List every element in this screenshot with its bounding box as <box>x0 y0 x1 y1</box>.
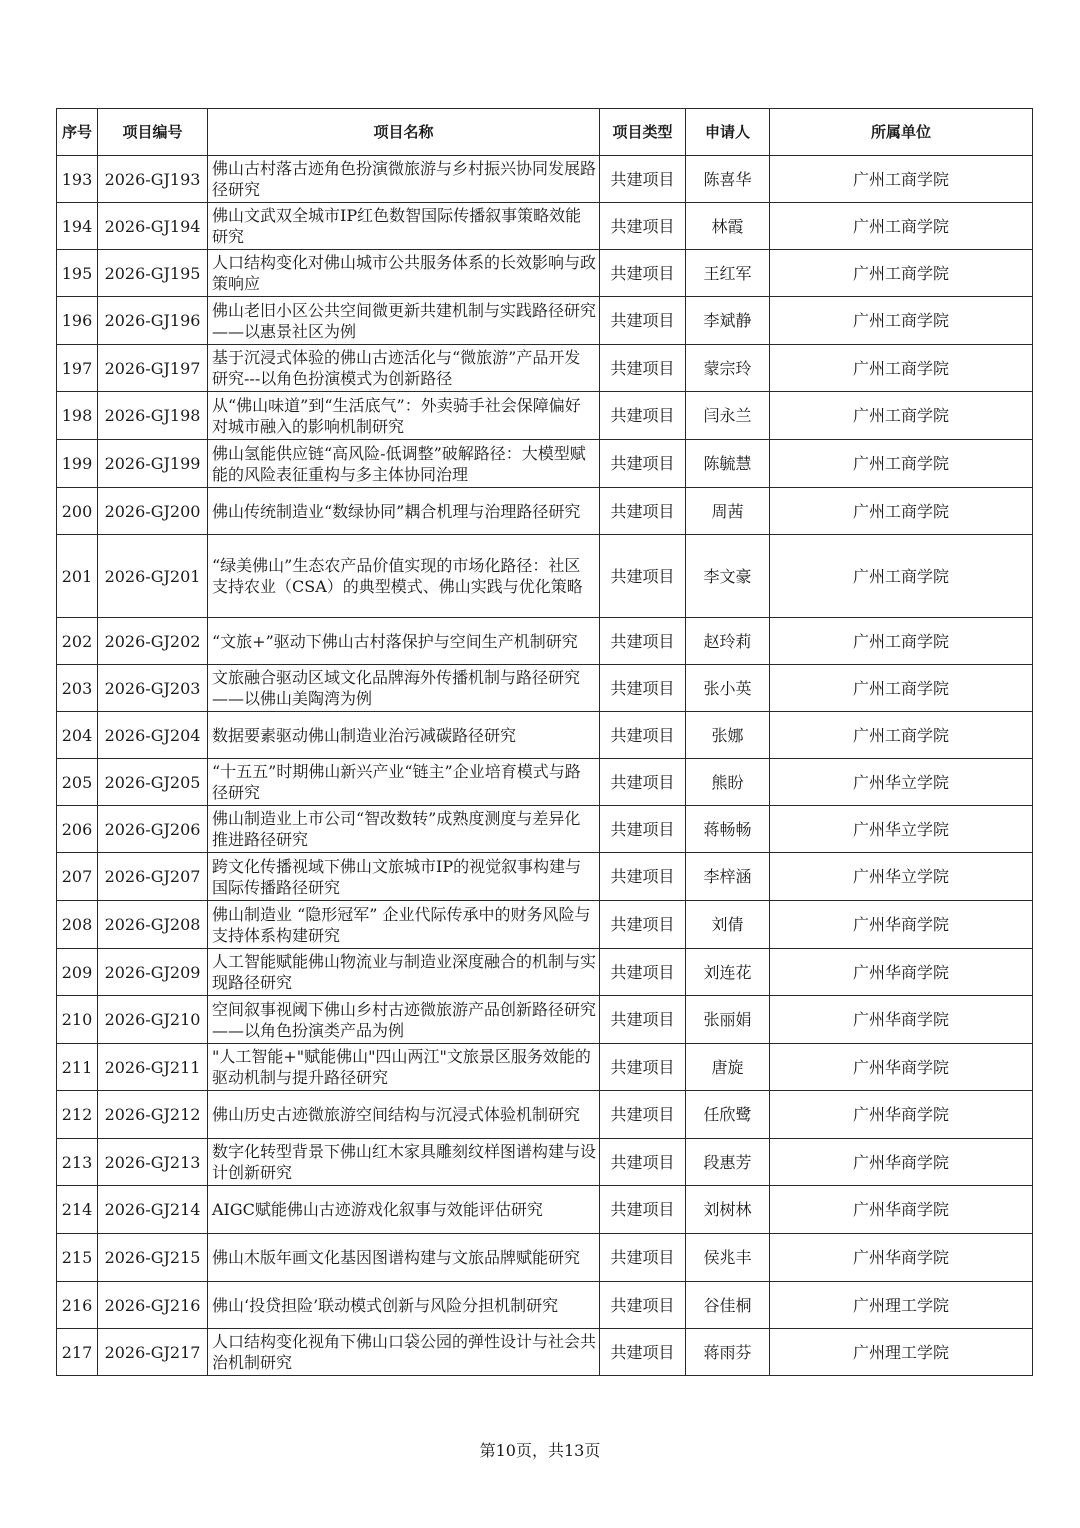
cell-serial: 200 <box>57 488 98 535</box>
table-row <box>57 535 1033 618</box>
table-row <box>57 853 1033 901</box>
cell-serial: 206 <box>57 806 98 853</box>
table-row <box>57 156 1033 203</box>
cell-project-name: 佛山制造业上市公司“智改数转”成熟度测度与差异化推进路径研究 <box>208 806 600 853</box>
table-row <box>57 712 1033 759</box>
cell-project-type: 共建项目 <box>600 203 686 250</box>
table-header-row <box>57 109 1033 156</box>
cell-serial: 195 <box>57 250 98 297</box>
cell-project-code: 2026-GJ216 <box>98 1282 208 1329</box>
cell-project-name: 数据要素驱动佛山制造业治污减碳路径研究 <box>208 712 600 759</box>
cell-unit: 广州工商学院 <box>770 392 1033 440</box>
cell-project-name: 人口结构变化视角下佛山口袋公园的弹性设计与社会共治机制研究 <box>208 1329 600 1376</box>
cell-serial: 215 <box>57 1234 98 1282</box>
cell-applicant: 李梓涵 <box>686 853 770 901</box>
cell-unit: 广州工商学院 <box>770 712 1033 759</box>
cell-unit: 广州工商学院 <box>770 535 1033 618</box>
cell-unit: 广州华商学院 <box>770 1186 1033 1234</box>
cell-applicant: 蒙宗玲 <box>686 345 770 392</box>
cell-project-type: 共建项目 <box>600 759 686 806</box>
cell-applicant: 李斌静 <box>686 297 770 345</box>
table-row <box>57 440 1033 488</box>
cell-project-type: 共建项目 <box>600 1091 686 1139</box>
cell-project-code: 2026-GJ207 <box>98 853 208 901</box>
cell-project-code: 2026-GJ200 <box>98 488 208 535</box>
cell-unit: 广州工商学院 <box>770 203 1033 250</box>
cell-applicant: 张小英 <box>686 665 770 712</box>
cell-serial: 193 <box>57 156 98 203</box>
cell-project-name: 文旅融合驱动区域文化品牌海外传播机制与路径研究——以佛山美陶湾为例 <box>208 665 600 712</box>
cell-project-name: 数字化转型背景下佛山红木家具雕刻纹样图谱构建与设计创新研究 <box>208 1139 600 1186</box>
cell-project-type: 共建项目 <box>600 996 686 1044</box>
cell-serial: 198 <box>57 392 98 440</box>
header-applicant: 申请人 <box>686 109 770 156</box>
cell-project-name: 人口结构变化对佛山城市公共服务体系的长效影响与政策响应 <box>208 250 600 297</box>
cell-project-code: 2026-GJ199 <box>98 440 208 488</box>
project-table <box>56 108 1033 1376</box>
cell-unit: 广州工商学院 <box>770 250 1033 297</box>
table-row <box>57 949 1033 996</box>
table-body <box>57 156 1033 1376</box>
cell-project-code: 2026-GJ203 <box>98 665 208 712</box>
cell-unit: 广州华立学院 <box>770 853 1033 901</box>
cell-serial: 211 <box>57 1044 98 1091</box>
cell-project-name: 佛山传统制造业“数绿协同”耦合机理与治理路径研究 <box>208 488 600 535</box>
cell-serial: 207 <box>57 853 98 901</box>
header-project-type: 项目类型 <box>600 109 686 156</box>
table-row <box>57 297 1033 345</box>
table-row <box>57 806 1033 853</box>
cell-unit: 广州工商学院 <box>770 488 1033 535</box>
cell-project-name: 佛山历史古迹微旅游空间结构与沉浸式体验机制研究 <box>208 1091 600 1139</box>
cell-project-name: 从“佛山味道”到“生活底气”：外卖骑手社会保障偏好对城市融入的影响机制研究 <box>208 392 600 440</box>
cell-applicant: 谷佳桐 <box>686 1282 770 1329</box>
cell-unit: 广州华商学院 <box>770 1234 1033 1282</box>
cell-applicant: 周茜 <box>686 488 770 535</box>
cell-serial: 217 <box>57 1329 98 1376</box>
cell-applicant: 赵玲莉 <box>686 618 770 665</box>
cell-serial: 209 <box>57 949 98 996</box>
cell-project-code: 2026-GJ214 <box>98 1186 208 1234</box>
cell-project-name: 基于沉浸式体验的佛山古迹活化与“微旅游”产品开发研究---以角色扮演模式为创新路径 <box>208 345 600 392</box>
cell-project-type: 共建项目 <box>600 618 686 665</box>
table-row <box>57 901 1033 949</box>
cell-project-code: 2026-GJ196 <box>98 297 208 345</box>
cell-project-type: 共建项目 <box>600 250 686 297</box>
cell-project-type: 共建项目 <box>600 1329 686 1376</box>
cell-project-code: 2026-GJ209 <box>98 949 208 996</box>
table-row <box>57 1091 1033 1139</box>
cell-project-name: 佛山文武双全城市IP红色数智国际传播叙事策略效能研究 <box>208 203 600 250</box>
table-row <box>57 618 1033 665</box>
table-row <box>57 1186 1033 1234</box>
cell-serial: 202 <box>57 618 98 665</box>
cell-applicant: 段惠芳 <box>686 1139 770 1186</box>
cell-project-type: 共建项目 <box>600 488 686 535</box>
cell-serial: 213 <box>57 1139 98 1186</box>
cell-applicant: 王红军 <box>686 250 770 297</box>
cell-project-type: 共建项目 <box>600 1044 686 1091</box>
table-row <box>57 203 1033 250</box>
table-row <box>57 392 1033 440</box>
cell-serial: 212 <box>57 1091 98 1139</box>
cell-project-name: 佛山木版年画文化基因图谱构建与文旅品牌赋能研究 <box>208 1234 600 1282</box>
cell-project-type: 共建项目 <box>600 806 686 853</box>
cell-applicant: 蒋畅畅 <box>686 806 770 853</box>
cell-applicant: 闫永兰 <box>686 392 770 440</box>
cell-project-code: 2026-GJ195 <box>98 250 208 297</box>
cell-project-type: 共建项目 <box>600 1139 686 1186</box>
cell-project-code: 2026-GJ204 <box>98 712 208 759</box>
cell-serial: 205 <box>57 759 98 806</box>
table-row <box>57 250 1033 297</box>
cell-serial: 204 <box>57 712 98 759</box>
cell-applicant: 陈喜华 <box>686 156 770 203</box>
cell-project-type: 共建项目 <box>600 1234 686 1282</box>
cell-project-name: 空间叙事视阈下佛山乡村古迹微旅游产品创新路径研究——以角色扮演类产品为例 <box>208 996 600 1044</box>
cell-applicant: 陈毓慧 <box>686 440 770 488</box>
table-row <box>57 1329 1033 1376</box>
cell-applicant: 任欣鹭 <box>686 1091 770 1139</box>
cell-project-name: “绿美佛山”生态农产品价值实现的市场化路径：社区支持农业（CSA）的典型模式、佛山实践与优化策略 <box>208 535 600 618</box>
cell-project-name: “文旅+”驱动下佛山古村落保护与空间生产机制研究 <box>208 618 600 665</box>
cell-serial: 201 <box>57 535 98 618</box>
cell-applicant: 刘倩 <box>686 901 770 949</box>
cell-serial: 196 <box>57 297 98 345</box>
cell-unit: 广州华商学院 <box>770 1091 1033 1139</box>
cell-project-code: 2026-GJ212 <box>98 1091 208 1139</box>
cell-project-type: 共建项目 <box>600 901 686 949</box>
cell-applicant: 侯兆丰 <box>686 1234 770 1282</box>
cell-project-name: 佛山‘投贷担险’联动模式创新与风险分担机制研究 <box>208 1282 600 1329</box>
table-row <box>57 1282 1033 1329</box>
cell-unit: 广州工商学院 <box>770 665 1033 712</box>
cell-project-type: 共建项目 <box>600 440 686 488</box>
cell-project-type: 共建项目 <box>600 853 686 901</box>
cell-project-code: 2026-GJ202 <box>98 618 208 665</box>
cell-project-code: 2026-GJ215 <box>98 1234 208 1282</box>
cell-project-name: 佛山氢能供应链“高风险-低调整”破解路径：大模型赋能的风险表征重构与多主体协同治理 <box>208 440 600 488</box>
cell-project-name: 跨文化传播视域下佛山文旅城市IP的视觉叙事构建与国际传播路径研究 <box>208 853 600 901</box>
cell-applicant: 刘树林 <box>686 1186 770 1234</box>
cell-project-type: 共建项目 <box>600 297 686 345</box>
cell-project-code: 2026-GJ208 <box>98 901 208 949</box>
cell-applicant: 李文豪 <box>686 535 770 618</box>
cell-applicant: 张娜 <box>686 712 770 759</box>
header-project-name: 项目名称 <box>208 109 600 156</box>
table-row <box>57 665 1033 712</box>
cell-project-type: 共建项目 <box>600 1186 686 1234</box>
cell-unit: 广州华商学院 <box>770 1044 1033 1091</box>
cell-project-name: “十五五”时期佛山新兴产业“链主”企业培育模式与路径研究 <box>208 759 600 806</box>
cell-project-code: 2026-GJ197 <box>98 345 208 392</box>
cell-project-type: 共建项目 <box>600 535 686 618</box>
table-row <box>57 759 1033 806</box>
cell-unit: 广州华立学院 <box>770 759 1033 806</box>
page-number: 第10页，共13页 <box>479 1441 601 1460</box>
cell-serial: 194 <box>57 203 98 250</box>
table-row <box>57 345 1033 392</box>
cell-project-code: 2026-GJ206 <box>98 806 208 853</box>
cell-applicant: 熊盼 <box>686 759 770 806</box>
cell-unit: 广州工商学院 <box>770 440 1033 488</box>
cell-applicant: 蒋雨芬 <box>686 1329 770 1376</box>
cell-unit: 广州华商学院 <box>770 1139 1033 1186</box>
cell-project-name: 佛山老旧小区公共空间微更新共建机制与实践路径研究——以惠景社区为例 <box>208 297 600 345</box>
cell-serial: 208 <box>57 901 98 949</box>
cell-serial: 203 <box>57 665 98 712</box>
cell-unit: 广州华商学院 <box>770 996 1033 1044</box>
cell-unit: 广州华立学院 <box>770 806 1033 853</box>
cell-project-type: 共建项目 <box>600 345 686 392</box>
header-project-code: 项目编号 <box>98 109 208 156</box>
cell-applicant: 张丽娟 <box>686 996 770 1044</box>
cell-project-code: 2026-GJ210 <box>98 996 208 1044</box>
cell-serial: 197 <box>57 345 98 392</box>
cell-project-name: 佛山古村落古迹角色扮演微旅游与乡村振兴协同发展路径研究 <box>208 156 600 203</box>
cell-project-code: 2026-GJ213 <box>98 1139 208 1186</box>
cell-project-type: 共建项目 <box>600 665 686 712</box>
cell-unit: 广州华商学院 <box>770 949 1033 996</box>
table-row <box>57 1139 1033 1186</box>
table-row <box>57 1044 1033 1091</box>
table-row <box>57 996 1033 1044</box>
cell-serial: 199 <box>57 440 98 488</box>
cell-project-name: AIGC赋能佛山古迹游戏化叙事与效能评估研究 <box>208 1186 600 1234</box>
cell-project-code: 2026-GJ205 <box>98 759 208 806</box>
cell-project-code: 2026-GJ193 <box>98 156 208 203</box>
cell-project-code: 2026-GJ194 <box>98 203 208 250</box>
cell-project-name: 佛山制造业 “隐形冠军” 企业代际传承中的财务风险与支持体系构建研究 <box>208 901 600 949</box>
cell-project-name: "人工智能+"赋能佛山"四山两江"文旅景区服务效能的驱动机制与提升路径研究 <box>208 1044 600 1091</box>
cell-unit: 广州理工学院 <box>770 1282 1033 1329</box>
table-row <box>57 488 1033 535</box>
cell-applicant: 林霞 <box>686 203 770 250</box>
cell-project-type: 共建项目 <box>600 949 686 996</box>
cell-serial: 210 <box>57 996 98 1044</box>
header-serial: 序号 <box>57 109 98 156</box>
cell-project-name: 人工智能赋能佛山物流业与制造业深度融合的机制与实现路径研究 <box>208 949 600 996</box>
cell-project-code: 2026-GJ217 <box>98 1329 208 1376</box>
cell-project-type: 共建项目 <box>600 392 686 440</box>
table-row <box>57 1234 1033 1282</box>
cell-serial: 216 <box>57 1282 98 1329</box>
cell-unit: 广州华商学院 <box>770 901 1033 949</box>
cell-project-code: 2026-GJ198 <box>98 392 208 440</box>
cell-project-type: 共建项目 <box>600 156 686 203</box>
cell-applicant: 刘连花 <box>686 949 770 996</box>
cell-applicant: 唐旋 <box>686 1044 770 1091</box>
cell-project-type: 共建项目 <box>600 1282 686 1329</box>
cell-project-type: 共建项目 <box>600 712 686 759</box>
cell-project-code: 2026-GJ201 <box>98 535 208 618</box>
cell-unit: 广州工商学院 <box>770 618 1033 665</box>
cell-serial: 214 <box>57 1186 98 1234</box>
cell-unit: 广州工商学院 <box>770 156 1033 203</box>
cell-project-code: 2026-GJ211 <box>98 1044 208 1091</box>
cell-unit: 广州理工学院 <box>770 1329 1033 1376</box>
cell-unit: 广州工商学院 <box>770 297 1033 345</box>
cell-unit: 广州工商学院 <box>770 345 1033 392</box>
header-unit: 所属单位 <box>770 109 1033 156</box>
